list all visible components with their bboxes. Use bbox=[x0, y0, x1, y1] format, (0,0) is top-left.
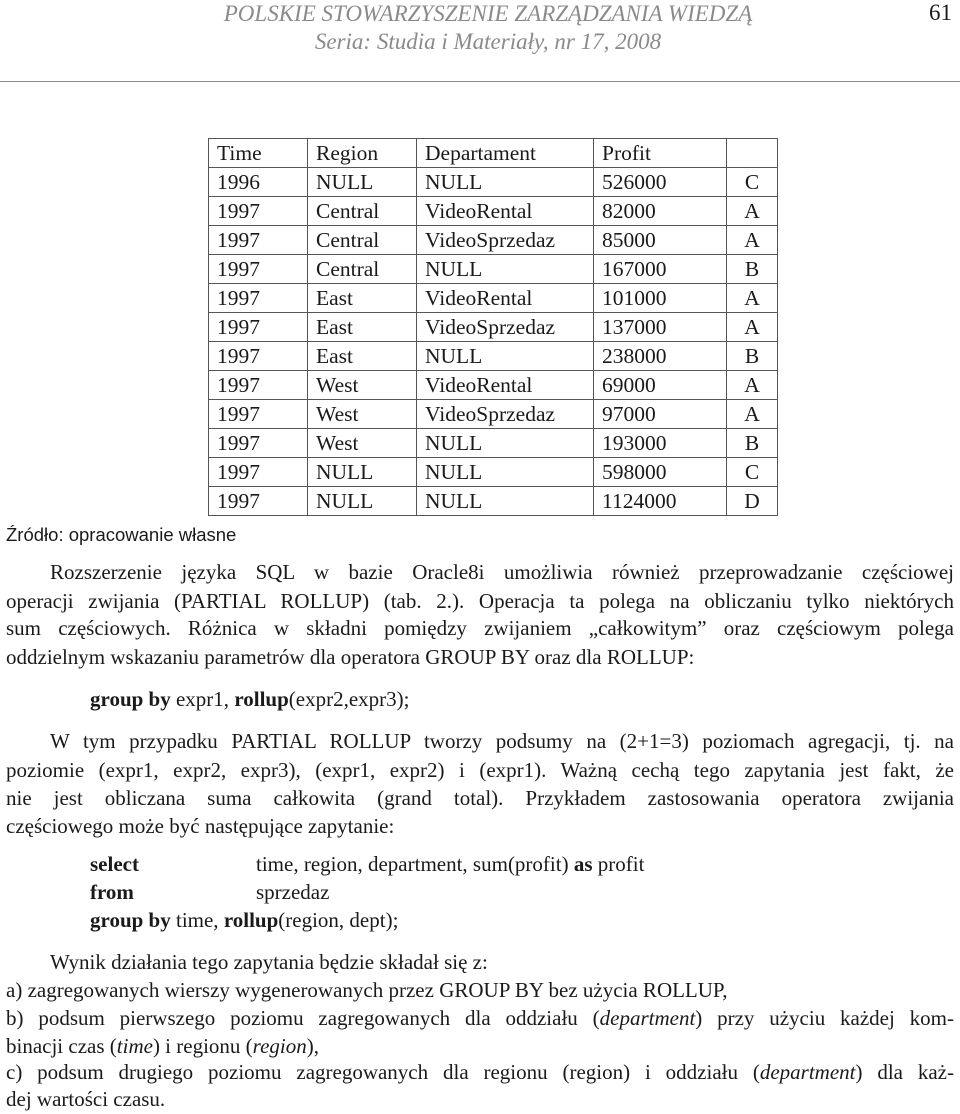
paragraph-line: W tym przypadku PARTIAL ROLLUP tworzy podsumy na (2+1=3) poziomach agregacji, tj. na bbox=[50, 729, 954, 753]
code-text: (expr2,expr3); bbox=[288, 687, 410, 711]
paragraph-line: Rozszerzenie języka SQL w bazie Oracle8i umożliwia również przeprowadzanie częściowej bbox=[50, 560, 954, 584]
table-cell: 1997 bbox=[209, 458, 308, 487]
table-row bbox=[209, 458, 778, 487]
table-cell: VideoSprzedaz bbox=[417, 400, 594, 429]
table-cell: 1997 bbox=[209, 342, 308, 371]
list-item-c-line2: dej wartości czasu. bbox=[6, 1087, 166, 1111]
journal-name: POLSKIE STOWARZYSZENIE ZARZĄDZANIA WIEDZĄ bbox=[223, 1, 753, 26]
emphasis: department bbox=[759, 1060, 856, 1084]
table-cell: East bbox=[308, 284, 417, 313]
table-cell: 97000 bbox=[594, 400, 727, 429]
page-number: 61 bbox=[929, 0, 952, 25]
table-cell: 1996 bbox=[209, 168, 308, 197]
text-run: ) i regionu ( bbox=[152, 1034, 253, 1058]
header-divider bbox=[0, 81, 960, 82]
table-cell: 1997 bbox=[209, 313, 308, 342]
table-cell: East bbox=[308, 342, 417, 371]
keyword: from bbox=[90, 880, 134, 904]
table-cell: 1124000 bbox=[594, 487, 727, 516]
running-header bbox=[208, 0, 768, 56]
table-cell: 69000 bbox=[594, 371, 727, 400]
keyword: group by bbox=[90, 687, 171, 711]
text-run: c) podsum drugiego poziomu zagregowanych dla regionu (region) i oddziału ( bbox=[6, 1060, 760, 1084]
table-cell: 137000 bbox=[594, 313, 727, 342]
code-text: profit bbox=[592, 852, 645, 876]
table-cell: 1997 bbox=[209, 429, 308, 458]
table-row bbox=[209, 400, 778, 429]
result-intro: Wynik działania tego zapytania będzie składał się z: bbox=[50, 950, 488, 974]
table-row bbox=[209, 255, 778, 284]
table-cell: B bbox=[727, 342, 778, 371]
column-header bbox=[727, 139, 778, 168]
syntax-example bbox=[90, 685, 409, 714]
keyword: as bbox=[573, 852, 593, 876]
table-cell: A bbox=[727, 313, 778, 342]
table-row bbox=[209, 168, 778, 197]
paragraph-line: częściowego może być następujące zapytanie: bbox=[6, 814, 395, 838]
table-cell: 238000 bbox=[594, 342, 727, 371]
list-item-b-line1 bbox=[6, 1004, 954, 1033]
table-cell: NULL bbox=[417, 487, 594, 516]
table-row bbox=[209, 371, 778, 400]
table-cell: 193000 bbox=[594, 429, 727, 458]
table-cell: NULL bbox=[308, 168, 417, 197]
paragraph-line: poziomie (expr1, expr2, expr3), (expr1, expr2) i (expr1). Ważną cechą tego zapytania jest fakt, że bbox=[6, 758, 954, 782]
table-cell: 1997 bbox=[209, 255, 308, 284]
table-cell: Central bbox=[308, 197, 417, 226]
table-cell: 1997 bbox=[209, 371, 308, 400]
table-cell: VideoSprzedaz bbox=[417, 313, 594, 342]
emphasis: department bbox=[599, 1006, 696, 1030]
table-cell: NULL bbox=[308, 458, 417, 487]
table-cell: NULL bbox=[417, 168, 594, 197]
column-header: Profit bbox=[594, 139, 727, 168]
emphasis: region bbox=[252, 1034, 307, 1058]
table-row bbox=[209, 313, 778, 342]
table-cell: C bbox=[727, 458, 778, 487]
table-cell: 1997 bbox=[209, 400, 308, 429]
list-item-a: a) zagregowanych wierszy wygenerowanych przez GROUP BY bez użycia ROLLUP, bbox=[6, 978, 728, 1002]
keyword: group by bbox=[90, 908, 171, 932]
table-cell: 101000 bbox=[594, 284, 727, 313]
emphasis: time bbox=[116, 1034, 153, 1058]
table-cell: A bbox=[727, 226, 778, 255]
table-cell: NULL bbox=[417, 342, 594, 371]
table-cell: West bbox=[308, 429, 417, 458]
table-cell: VideoRental bbox=[417, 371, 594, 400]
code-text: expr1, bbox=[170, 687, 235, 711]
keyword: rollup bbox=[234, 687, 289, 711]
code-text: time, bbox=[175, 908, 224, 932]
text-run: ) dla każ- bbox=[855, 1060, 954, 1084]
table-cell: East bbox=[308, 313, 417, 342]
table-row bbox=[209, 197, 778, 226]
table-cell: West bbox=[308, 400, 417, 429]
table-cell: 167000 bbox=[594, 255, 727, 284]
table-cell: NULL bbox=[417, 458, 594, 487]
table-row bbox=[209, 429, 778, 458]
table-cell: C bbox=[727, 168, 778, 197]
table-cell: B bbox=[727, 429, 778, 458]
table-cell: D bbox=[727, 487, 778, 516]
text-run: ) przy użyciu każdej kom- bbox=[695, 1006, 954, 1030]
query-keyword-from bbox=[90, 878, 134, 907]
text-run: ), bbox=[306, 1034, 319, 1058]
table-cell: 1997 bbox=[209, 284, 308, 313]
table-cell: A bbox=[727, 400, 778, 429]
table-header-row bbox=[209, 139, 778, 168]
table-cell: 1997 bbox=[209, 197, 308, 226]
text-run: binacji czas ( bbox=[6, 1034, 117, 1058]
table-cell: 82000 bbox=[594, 197, 727, 226]
table-cell: NULL bbox=[308, 487, 417, 516]
table-cell: NULL bbox=[417, 255, 594, 284]
table-cell: VideoRental bbox=[417, 284, 594, 313]
table-row bbox=[209, 487, 778, 516]
table-row bbox=[209, 284, 778, 313]
table-cell: B bbox=[727, 255, 778, 284]
table-row bbox=[209, 226, 778, 255]
table-source-note: Źródło: opracowanie własne bbox=[6, 524, 237, 545]
query-select-fields bbox=[256, 850, 644, 879]
list-item-c-line1 bbox=[6, 1058, 954, 1087]
table-cell: A bbox=[727, 197, 778, 226]
column-header: Time bbox=[209, 139, 308, 168]
table-cell: 526000 bbox=[594, 168, 727, 197]
paragraph-line: oddzielnym wskazaniu parametrów dla operatora GROUP BY oraz dla ROLLUP: bbox=[6, 645, 695, 669]
paragraph-line: nie jest obliczana suma całkowita (grand total). Przykładem zastosowania operatora zwijania bbox=[6, 786, 954, 810]
table-cell: 85000 bbox=[594, 226, 727, 255]
keyword: select bbox=[90, 852, 139, 876]
series-info: Seria: Studia i Materiały, nr 17, 2008 bbox=[314, 29, 662, 54]
keyword: rollup bbox=[223, 908, 279, 932]
table-cell: 1997 bbox=[209, 226, 308, 255]
table-cell: Central bbox=[308, 226, 417, 255]
rollup-result-table bbox=[208, 138, 778, 516]
table-cell: A bbox=[727, 284, 778, 313]
table-cell: VideoRental bbox=[417, 197, 594, 226]
list-item-b-line2 bbox=[6, 1032, 954, 1061]
table-cell: NULL bbox=[417, 429, 594, 458]
query-from-table bbox=[256, 878, 329, 907]
table-cell: A bbox=[727, 371, 778, 400]
table-cell: VideoSprzedaz bbox=[417, 226, 594, 255]
table-row bbox=[209, 342, 778, 371]
paragraph-line: operacji zwijania (PARTIAL ROLLUP) (tab. 2.). Operacja ta polega na obliczaniu tylko niektórych bbox=[6, 589, 954, 613]
query-keyword-select bbox=[90, 850, 139, 879]
column-header: Region bbox=[308, 139, 417, 168]
column-header: Departament bbox=[417, 139, 594, 168]
text-run: b) podsum pierwszego poziomu zagregowanych dla oddziału ( bbox=[6, 1006, 600, 1030]
table-cell: 1997 bbox=[209, 487, 308, 516]
code-text: sprzedaz bbox=[256, 880, 330, 904]
table-cell: Central bbox=[308, 255, 417, 284]
table-cell: 598000 bbox=[594, 458, 727, 487]
code-text: time, region, department, sum(profit) bbox=[256, 852, 574, 876]
paragraph-line: sum częściowych. Różnica w składni pomiędzy zwijaniem „całkowitym” oraz częściowym polega bbox=[6, 616, 954, 640]
query-groupby-line bbox=[90, 906, 398, 935]
table-cell: West bbox=[308, 371, 417, 400]
code-text: (region, dept); bbox=[278, 908, 399, 932]
